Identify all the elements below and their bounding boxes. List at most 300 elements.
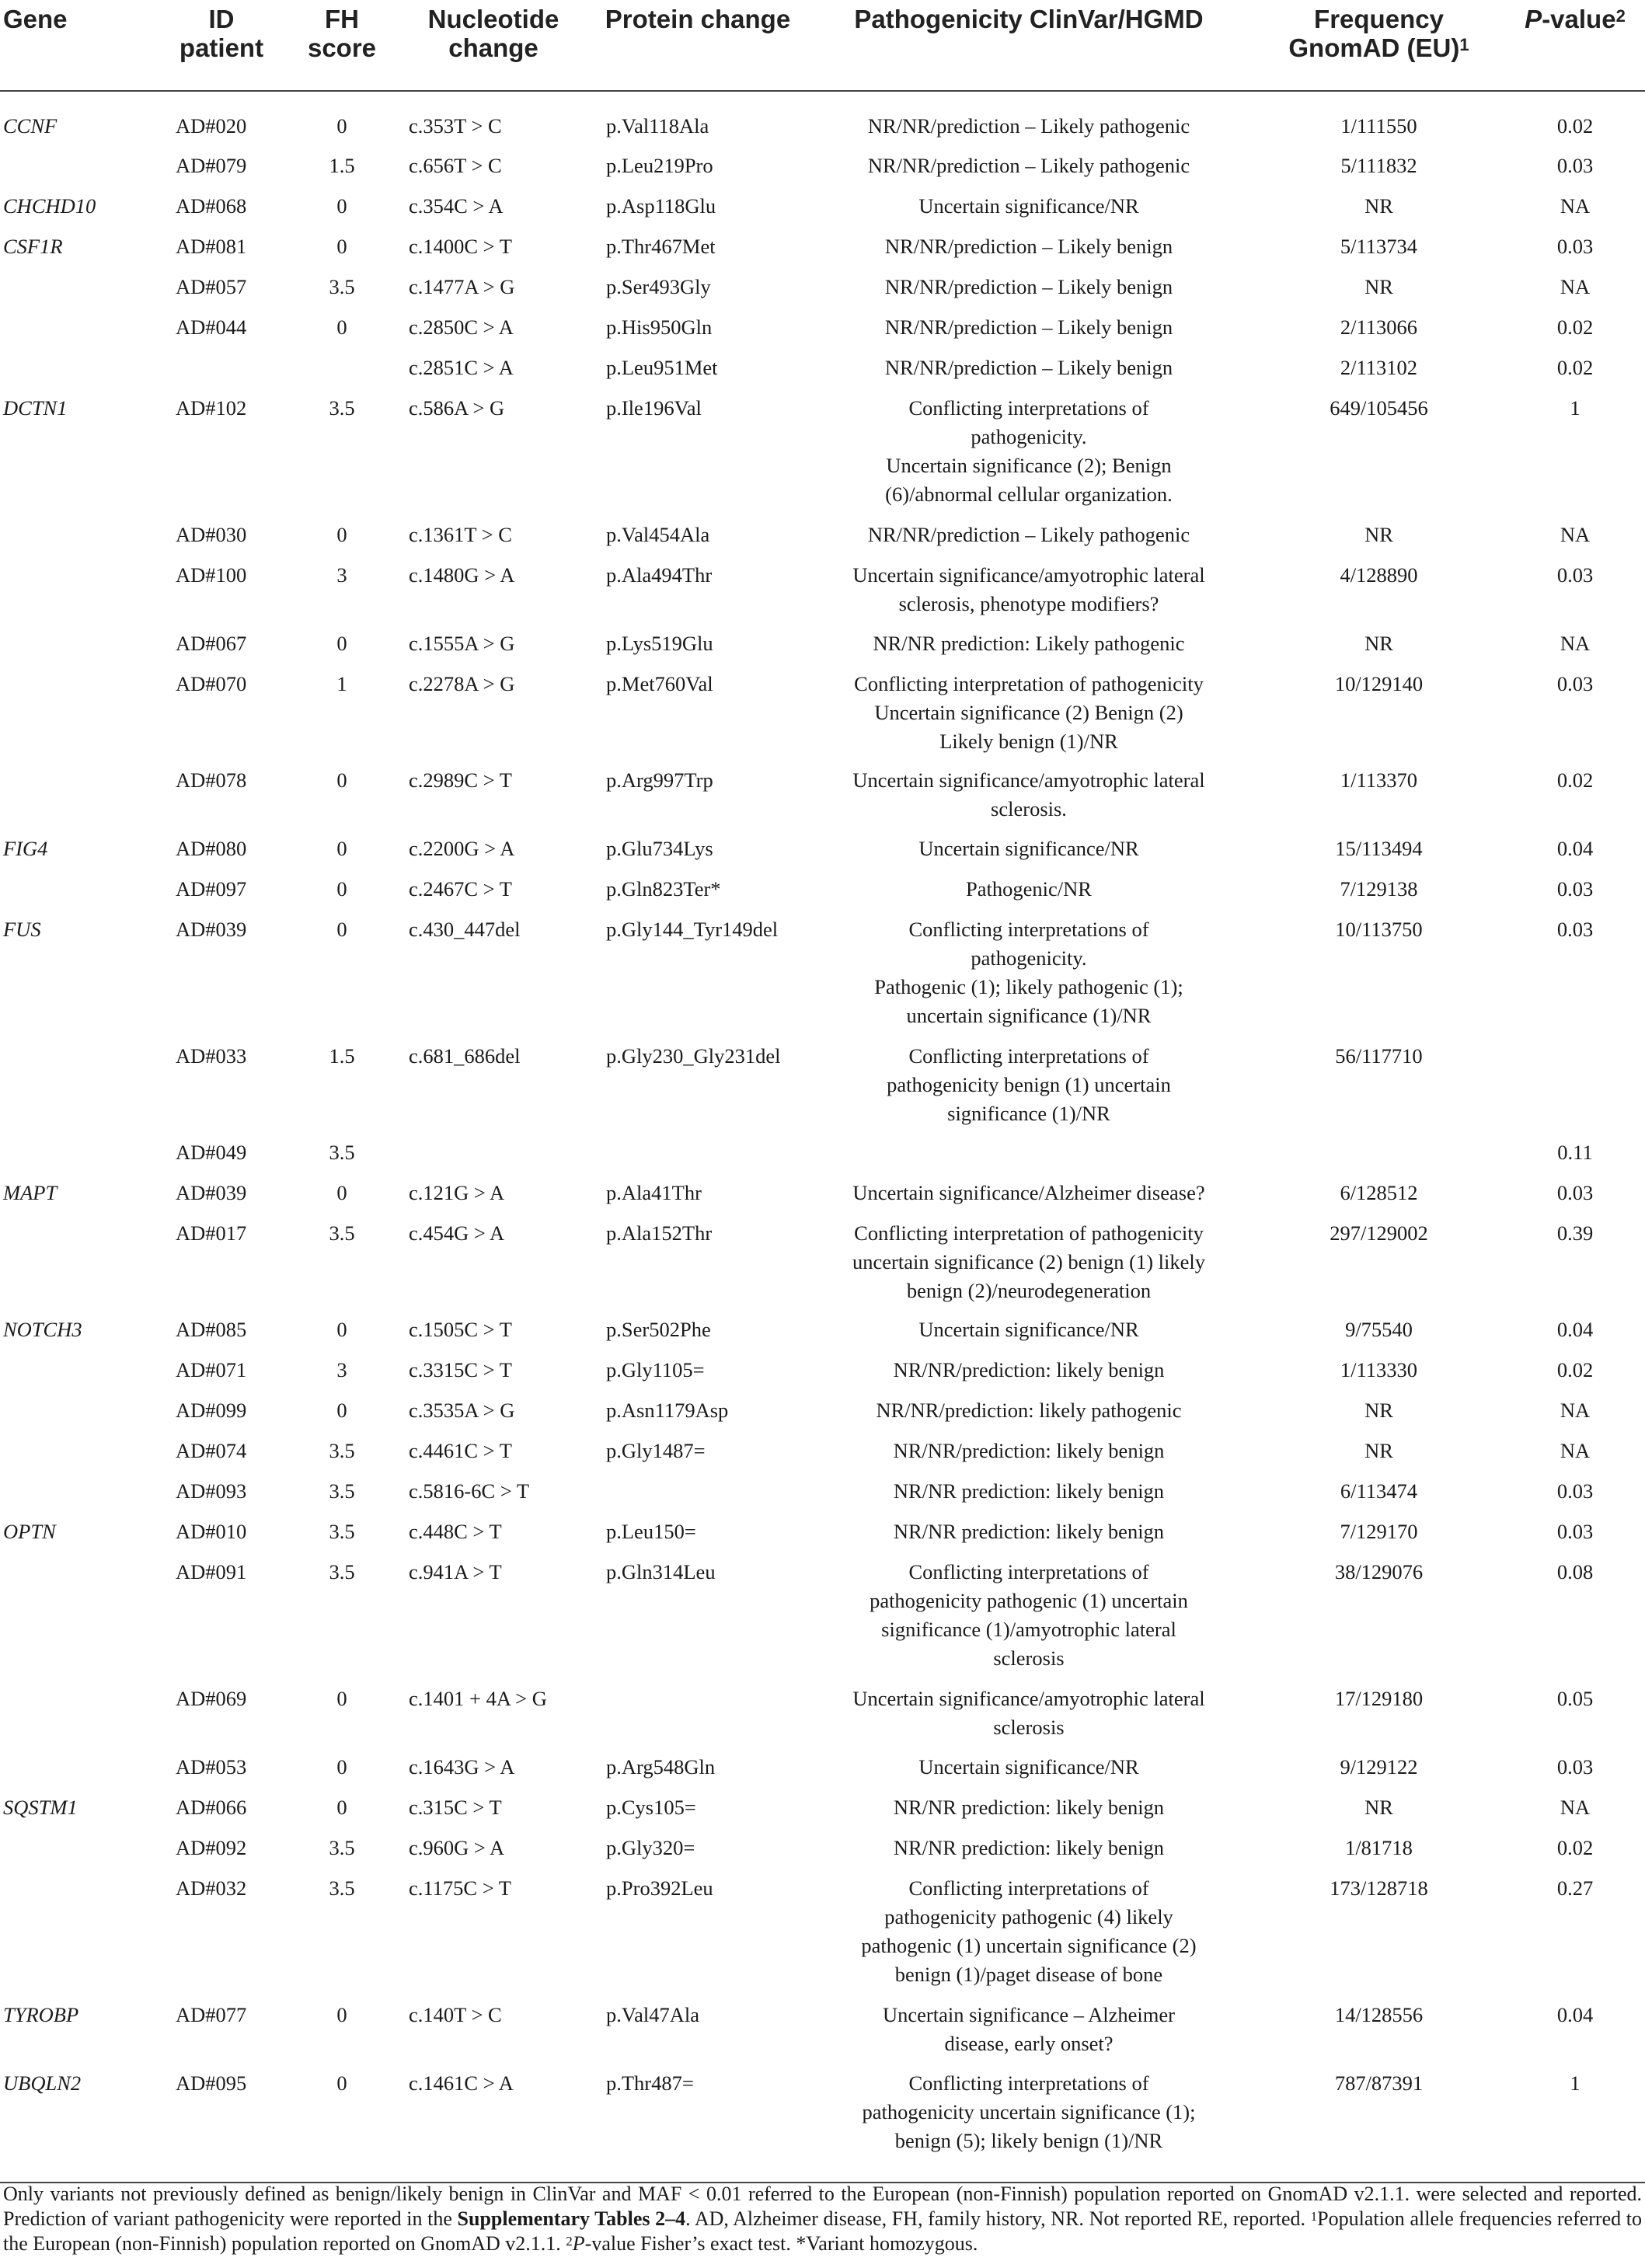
nucleotide-change-cell: c.1400C > T (409, 235, 512, 258)
p-value-cell: 1 (1505, 2069, 1645, 2183)
gene-cell (0, 1834, 155, 1874)
nucleotide-change-cell: c.586A > G (409, 396, 505, 420)
pathogenicity-cell (805, 1874, 1253, 2001)
pathogenicity-line: NR/NR/prediction – Likely pathogenic (867, 114, 1190, 138)
pathogenicity-line: Conflicting interpretations of (908, 2071, 1149, 2095)
pathogenicity-line: Uncertain significance/amyotrophic lateral (852, 563, 1205, 587)
table-row (0, 1793, 1645, 1834)
frequency-cell: 14/128556 (1334, 2003, 1424, 2026)
p-value-cell: 1 (1570, 396, 1581, 420)
pathogenicity-line: benign (1)/paget disease of bone (894, 1963, 1163, 1986)
nucleotide-change-cell: c.1643G > A (409, 1755, 515, 1779)
protein-change-cell (591, 1138, 805, 1179)
gene-cell: FUS (3, 918, 41, 941)
pathogenicity-line: significance (1)/NR (947, 1102, 1110, 1125)
nucleotide-change-cell: c.941A > T (409, 1560, 502, 1583)
patient-id-cell: AD#081 (176, 235, 247, 258)
protein-change-cell: p.Arg997Trp (606, 768, 713, 792)
gene-cell: FIG4 (3, 837, 48, 860)
p-value-cell: 0.11 (1557, 1141, 1593, 1164)
pathogenicity-cell (805, 232, 1253, 273)
gene-cell (0, 1219, 155, 1315)
frequency-cell: NR (1364, 523, 1393, 546)
protein-change-cell: p.Asn1179Asp (606, 1399, 729, 1422)
pathogenicity-line: NR/NR/prediction: likely pathogenic (876, 1399, 1182, 1422)
patient-id-cell: AD#039 (176, 1181, 247, 1204)
table-row (0, 1315, 1645, 1356)
nucleotide-change-cell: c.448C > T (409, 1520, 502, 1543)
p-value-cell: NA (1560, 275, 1591, 298)
p-value-cell: 0.02 (1556, 768, 1594, 792)
fh-score-cell: 3.5 (329, 1141, 355, 1164)
pathogenicity-cell (805, 766, 1253, 834)
patient-id-cell: AD#078 (176, 768, 247, 792)
gene-cell (0, 561, 155, 629)
protein-change-cell: p.Leu951Met (606, 356, 718, 379)
gene-cell (0, 1437, 155, 1477)
fh-score-cell: 0 (336, 523, 347, 546)
frequency-cell: 649/105456 (1330, 396, 1428, 420)
frequency-cell: 1/111550 (1340, 114, 1417, 138)
pathogenicity-line: NR/NR/prediction: likely benign (893, 1439, 1165, 1462)
pathogenicity-line: Conflicting interpretations of (908, 1560, 1149, 1583)
nucleotide-change-cell: c.2278A > G (409, 672, 515, 695)
pathogenicity-cell (805, 875, 1253, 915)
header-id-patient: ID patient (155, 0, 288, 91)
header-protein-change: Protein change (591, 0, 805, 91)
patient-id-cell: AD#097 (176, 877, 247, 901)
nucleotide-change-cell: c.1477A > G (409, 275, 515, 298)
gene-cell: CCNF (3, 114, 58, 138)
nucleotide-change-cell: c.430_447del (409, 918, 521, 941)
pathogenicity-cell (805, 1753, 1253, 1793)
patient-id-cell: AD#085 (176, 1318, 247, 1341)
protein-change-cell: p.Gln314Leu (606, 1560, 716, 1583)
p-value-cell: 0.02 (1556, 114, 1594, 138)
patient-id-cell: AD#079 (176, 154, 247, 177)
nucleotide-change-cell: c.2989C > T (409, 768, 512, 792)
protein-change-cell: p.Pro392Leu (606, 1876, 713, 1900)
frequency-cell: NR (1364, 194, 1393, 218)
patient-id-cell: AD#049 (176, 1141, 247, 1164)
table-row (0, 875, 1645, 915)
fh-score-cell: 0 (336, 1399, 347, 1422)
fh-score-cell: 3.5 (329, 1876, 355, 1900)
protein-change-cell: p.Gly1487= (606, 1439, 706, 1462)
fh-score-cell: 1 (336, 672, 347, 695)
pathogenicity-line: uncertain significance (2) benign (1) likely (852, 1250, 1205, 1273)
table-row (0, 1753, 1645, 1793)
nucleotide-change-cell: c.2850C > A (409, 315, 514, 339)
fh-score-cell: 3 (336, 563, 347, 587)
pathogenicity-line: NR/NR/prediction – Likely pathogenic (867, 523, 1190, 546)
fh-score-cell: 3 (336, 1358, 347, 1381)
nucleotide-change-cell: c.1555A > G (409, 632, 515, 655)
table-row (0, 670, 1645, 766)
pathogenicity-line: Uncertain significance (2); Benign (886, 454, 1172, 477)
pathogenicity-line: Uncertain significance/NR (918, 837, 1139, 860)
frequency-cell: 173/128718 (1330, 1876, 1428, 1900)
fh-score-cell: 0 (336, 1318, 347, 1341)
protein-change-cell: p.Glu734Lys (606, 837, 713, 860)
table-row (0, 834, 1645, 875)
pathogenicity-line: pathogenicity pathogenic (1) uncertain (870, 1589, 1188, 1612)
fh-score-cell: 3.5 (329, 1479, 355, 1503)
protein-change-cell: p.Arg548Gln (606, 1755, 716, 1779)
pathogenicity-line: significance (1)/amyotrophic lateral (881, 1618, 1176, 1641)
table-row (0, 1517, 1645, 1558)
pathogenicity-cell (805, 313, 1253, 354)
p-value-cell: 0.05 (1556, 1687, 1594, 1710)
fh-score-cell: 0 (336, 837, 347, 860)
table-row (0, 1684, 1645, 1753)
protein-change-cell: p.Asp118Glu (606, 194, 716, 218)
p-value-cell: 0.04 (1556, 837, 1594, 860)
gene-cell: MAPT (3, 1181, 58, 1204)
p-value-cell: 0.02 (1556, 356, 1594, 379)
protein-change-cell: p.Ala494Thr (606, 563, 713, 587)
table-row (0, 1834, 1645, 1874)
patient-id-cell: AD#099 (176, 1399, 247, 1422)
gene-cell (0, 1356, 155, 1396)
pathogenicity-line: sclerosis (993, 1646, 1065, 1670)
frequency-cell: 6/113474 (1340, 1479, 1418, 1503)
pathogenicity-line: NR/NR prediction: likely benign (893, 1520, 1165, 1543)
patient-id-cell: AD#093 (176, 1479, 247, 1503)
table-row (0, 192, 1645, 232)
nucleotide-change-cell: c.1361T > C (409, 523, 512, 546)
header-gene: Gene (0, 0, 155, 91)
pathogenicity-line: benign (5); likely benign (1)/NR (894, 2129, 1163, 2152)
p-value-cell: NA (1560, 523, 1591, 546)
protein-change-cell: p.Ser493Gly (606, 275, 711, 298)
nucleotide-change-cell: c.1401 + 4A > G (409, 1687, 547, 1710)
gene-cell (0, 1558, 155, 1684)
table-row (0, 766, 1645, 834)
pathogenicity-line: NR/NR/prediction – Likely benign (884, 315, 1173, 339)
table-row (0, 1558, 1645, 1684)
p-value-cell: 0.08 (1556, 1560, 1594, 1583)
patient-id-cell: AD#010 (176, 1520, 247, 1543)
patient-id-cell: AD#074 (176, 1439, 247, 1462)
protein-change-cell: p.Gly144_Tyr149del (606, 918, 779, 941)
frequency-cell: 5/111832 (1340, 154, 1417, 177)
protein-change-cell: p.Ile196Val (606, 396, 702, 420)
frequency-cell: 5/113734 (1340, 235, 1418, 258)
pathogenicity-line: NR/NR prediction: likely benign (893, 1796, 1165, 1819)
p-value-cell: NA (1560, 1399, 1591, 1422)
pathogenicity-cell (805, 1437, 1253, 1477)
pathogenicity-cell (805, 1684, 1253, 1753)
p-value-cell: NA (1560, 632, 1591, 655)
pathogenicity-line: disease, early onset? (944, 2032, 1114, 2055)
pathogenicity-line: benign (2)/neurodegeneration (906, 1279, 1152, 1302)
p-value-cell: 0.03 (1556, 154, 1594, 177)
gene-cell: CSF1R (3, 235, 63, 258)
protein-change-cell: p.Leu219Pro (606, 154, 713, 177)
pathogenicity-cell (805, 1315, 1253, 1356)
gene-cell: TYROBP (3, 2003, 79, 2026)
gene-cell (0, 1138, 155, 1179)
pathogenicity-cell (805, 152, 1253, 192)
nucleotide-change-cell: c.681_686del (409, 1044, 521, 1068)
header-nucleotide-change: Nucleotide change (396, 0, 591, 91)
pathogenicity-line: pathogenicity uncertain significance (1); (862, 2100, 1196, 2123)
pathogenicity-line: Conflicting interpretations of (908, 1044, 1149, 1068)
table-row (0, 1138, 1645, 1179)
gene-cell (0, 313, 155, 354)
frequency-cell: 56/117710 (1335, 1044, 1423, 1068)
pathogenicity-cell (805, 1793, 1253, 1834)
patient-id-cell: AD#077 (176, 2003, 247, 2026)
frequency-cell: 38/129076 (1334, 1560, 1424, 1583)
pathogenicity-cell (805, 1356, 1253, 1396)
p-value-cell: 0.02 (1556, 1358, 1594, 1381)
gene-cell (0, 152, 155, 192)
patient-id-cell: AD#033 (176, 1044, 247, 1068)
nucleotide-change-cell: c.2200G > A (409, 837, 515, 860)
gene-cell (0, 1396, 155, 1437)
gene-cell: UBQLN2 (0, 2069, 155, 2183)
table-row (0, 354, 1645, 394)
fh-score-cell: 3.5 (329, 1439, 355, 1462)
gene-cell (0, 1874, 155, 2001)
pathogenicity-line: Uncertain significance/NR (918, 194, 1139, 218)
pathogenicity-cell (805, 1138, 1253, 1179)
fh-score-cell: 0 (336, 2003, 347, 2026)
table-row (0, 273, 1645, 313)
fh-score-cell: 3.5 (329, 396, 355, 420)
pathogenicity-line: Uncertain significance/amyotrophic lateral (852, 768, 1205, 792)
pathogenicity-line: Uncertain significance – Alzheimer (883, 2003, 1175, 2026)
pathogenicity-line: Pathogenic (1); likely pathogenic (1); (874, 975, 1183, 998)
p-value-cell: NA (1560, 1439, 1591, 1462)
pathogenicity-cell (805, 2069, 1253, 2183)
pathogenicity-line: sclerosis, phenotype modifiers? (898, 592, 1159, 615)
table-row (0, 1874, 1645, 2001)
gene-cell (0, 766, 155, 834)
table-row (0, 152, 1645, 192)
nucleotide-change-cell: c.315C > T (409, 1796, 502, 1819)
frequency-cell: 1/113330 (1340, 1358, 1418, 1381)
pathogenicity-line: Uncertain significance/NR (918, 1318, 1139, 1341)
gene-cell (0, 1477, 155, 1517)
gene-cell (0, 521, 155, 561)
patient-id-cell: AD#069 (176, 1687, 247, 1710)
header-fh-score: FH score (288, 0, 396, 91)
table-row (0, 394, 1645, 521)
frequency-cell: NR (1364, 632, 1393, 655)
fh-score-cell: 0 (336, 1755, 347, 1779)
frequency-cell: NR (1364, 1439, 1393, 1462)
gene-cell: NOTCH3 (3, 1318, 82, 1341)
patient-id-cell: AD#017 (176, 1221, 247, 1245)
protein-change-cell: p.Leu150= (606, 1520, 696, 1543)
table-row (0, 629, 1645, 670)
pathogenicity-cell (805, 915, 1253, 1042)
patient-id-cell: AD#092 (176, 1836, 247, 1859)
fh-score-cell: 0 (336, 1181, 347, 1204)
pathogenicity-line: sclerosis. (991, 797, 1067, 820)
protein-change-cell: p.His950Gln (606, 315, 713, 339)
nucleotide-change-cell: c.454G > A (409, 1221, 505, 1245)
table-row (0, 915, 1645, 1042)
frequency-cell: NR (1364, 1399, 1393, 1422)
p-value-cell: 0.03 (1556, 918, 1594, 941)
protein-change-cell: p.Val118Ala (606, 114, 709, 138)
patient-id-cell: AD#071 (176, 1358, 247, 1381)
pathogenicity-cell (805, 1558, 1253, 1684)
pathogenicity-line: pathogenicity pathogenic (4) likely (884, 1905, 1173, 1928)
fh-score-cell: 0 (336, 235, 347, 258)
pathogenicity-cell (805, 394, 1253, 521)
patient-id-cell: AD#080 (176, 837, 247, 860)
protein-change-cell: p.Ser502Phe (606, 1318, 711, 1341)
protein-change-cell: p.Ala152Thr (606, 1221, 713, 1245)
frequency-cell (1253, 1138, 1505, 1179)
protein-change-cell: p.Val47Ala (606, 2003, 699, 2026)
gene-cell (0, 354, 155, 394)
p-value-cell (1505, 1042, 1645, 1138)
nucleotide-change-cell: c.1480G > A (409, 563, 515, 587)
fh-score-cell: 3.5 (329, 1836, 355, 1859)
pathogenicity-line: NR/NR/prediction: likely benign (893, 1358, 1165, 1381)
pathogenicity-line: NR/NR prediction: likely benign (893, 1479, 1165, 1503)
fh-score-cell: 1.5 (329, 154, 355, 177)
table-row (0, 91, 1645, 152)
protein-change-cell: p.Met760Val (606, 672, 713, 695)
fh-score-cell: 0 (336, 1796, 347, 1819)
protein-change-cell: p.Lys519Glu (606, 632, 713, 655)
pathogenicity-line: Uncertain significance/NR (918, 1755, 1139, 1779)
pathogenicity-line: pathogenicity. (971, 946, 1087, 970)
frequency-cell: 10/129140 (1334, 672, 1424, 695)
pathogenicity-line: NR/NR/prediction – Likely benign (884, 275, 1173, 298)
pathogenicity-line: sclerosis (993, 1716, 1065, 1739)
nucleotide-change-cell: c.960G > A (409, 1836, 505, 1859)
p-value-cell: 0.02 (1556, 1836, 1594, 1859)
nucleotide-change-cell: c.2851C > A (409, 356, 514, 379)
pathogenicity-line: Pathogenic/NR (966, 877, 1092, 901)
fh-score-cell: 1.5 (329, 1044, 355, 1068)
protein-change-cell: p.Gly1105= (606, 1358, 705, 1381)
frequency-cell: 1/113370 (1340, 768, 1418, 792)
nucleotide-change-cell: c.656T > C (409, 154, 502, 177)
gene-cell: OPTN (3, 1520, 56, 1543)
pathogenicity-line: pathogenicity benign (1) uncertain (887, 1073, 1171, 1096)
pathogenicity-cell (805, 1517, 1253, 1558)
patient-id-cell (155, 354, 288, 394)
table-row (0, 232, 1645, 273)
patient-id-cell: AD#102 (176, 396, 247, 420)
fh-score-cell: 0 (336, 114, 347, 138)
pathogenicity-line: Uncertain significance/amyotrophic lateral (852, 1687, 1205, 1710)
protein-change-cell: p.Gly230_Gly231del (606, 1044, 781, 1068)
patient-id-cell: AD#020 (176, 114, 247, 138)
p-value-cell: 0.03 (1556, 672, 1594, 695)
nucleotide-change-cell: c.1461C > A (396, 2069, 591, 2183)
pathogenicity-line: Conflicting interpretation of pathogenicity (854, 672, 1204, 695)
gene-cell (0, 629, 155, 670)
patient-id-cell: AD#044 (176, 315, 247, 339)
pathogenicity-line: Conflicting interpretations of (908, 918, 1149, 941)
protein-change-cell (591, 1684, 805, 1753)
protein-change-cell: p.Thr487= (591, 2069, 805, 2183)
fh-score-cell (288, 354, 396, 394)
fh-score-cell: 0 (288, 2069, 396, 2183)
pathogenicity-cell (805, 561, 1253, 629)
fh-score-cell: 0 (336, 768, 347, 792)
fh-score-cell: 3.5 (329, 1520, 355, 1543)
gene-cell (0, 273, 155, 313)
table-body (0, 91, 1645, 2183)
table-row (0, 1477, 1645, 1517)
header-pathogenicity: Pathogenicity ClinVar/HGMD (805, 0, 1253, 91)
nucleotide-change-cell: c.2467C > T (409, 877, 512, 901)
table-footnotes: Only variants not previously defined as benign/likely benign in ClinVar and MAF < 0.01 referred to the European (non-Finnish) population reported on GnomAD v2.1.1. were selected and reported. Prediction of variant pathogenicity were reported in the Supplementary Tables 2–4. AD, Alzheimer disease, FH, family history, NR. Not reported RE, reported. $^1$Population allele frequencies referred to the European (non-Finnish) population reported on GnomAD v2.1.1. $^2$P-value Fisher’s exact test. *Variant homozygous. (3, 2183, 1642, 2255)
frequency-cell: 9/129122 (1340, 1755, 1418, 1779)
nucleotide-change-cell: c.3315C > T (409, 1358, 512, 1381)
frequency-cell: 17/129180 (1334, 1687, 1424, 1710)
frequency-cell: 6/128512 (1340, 1181, 1418, 1204)
pathogenicity-cell (805, 1042, 1253, 1138)
pathogenicity-cell (805, 629, 1253, 670)
gene-cell: CHCHD10 (3, 194, 96, 218)
frequency-cell: 15/113494 (1335, 837, 1423, 860)
table-row (0, 2001, 1645, 2069)
patient-id-cell: AD#091 (176, 1560, 247, 1583)
table-row (0, 561, 1645, 629)
gene-cell (0, 1753, 155, 1793)
patient-id-cell: AD#039 (176, 918, 247, 941)
pathogenicity-cell (805, 670, 1253, 766)
p-value-cell: 0.03 (1556, 1479, 1594, 1503)
p-value-cell: 0.03 (1556, 235, 1594, 258)
table-row (0, 2069, 1645, 2183)
gene-cell: DCTN1 (3, 396, 68, 420)
patient-id-cell: AD#053 (176, 1755, 247, 1779)
patient-id-cell: AD#095 (155, 2069, 288, 2183)
table-row (0, 1396, 1645, 1437)
pathogenicity-line: pathogenicity. (971, 425, 1087, 448)
table-row (0, 313, 1645, 354)
table-row (0, 1437, 1645, 1477)
pathogenicity-cell (805, 273, 1253, 313)
patient-id-cell: AD#066 (176, 1796, 247, 1819)
pathogenicity-cell (805, 1396, 1253, 1437)
p-value-cell: NA (1560, 1796, 1591, 1819)
nucleotide-change-cell (396, 1138, 591, 1179)
protein-change-cell: p.Thr467Met (606, 235, 716, 258)
header-p-value: P-value$^2$ (1505, 0, 1645, 91)
pathogenicity-cell (805, 1834, 1253, 1874)
table-row (0, 1179, 1645, 1219)
patient-id-cell: AD#057 (176, 275, 247, 298)
pathogenicity-line: Conflicting interpretations of (908, 396, 1149, 420)
nucleotide-change-cell: c.140T > C (409, 2003, 502, 2026)
nucleotide-change-cell: c.121G > A (409, 1181, 505, 1204)
nucleotide-change-cell: c.5816-6C > T (409, 1479, 530, 1503)
p-value-cell: 0.04 (1556, 2003, 1594, 2026)
nucleotide-change-cell: c.354C > A (409, 194, 504, 218)
fh-score-cell: 3.5 (329, 1221, 355, 1245)
p-value-cell: 0.03 (1556, 563, 1594, 587)
pathogenicity-line: pathogenic (1) uncertain significance (2) (861, 1934, 1197, 1957)
header-frequency: Frequency GnomAD (EU)$^1$ (1253, 0, 1505, 91)
fh-score-cell: 0 (336, 315, 347, 339)
pathogenicity-line: Conflicting interpretation of pathogenicity (854, 1221, 1204, 1245)
patient-id-cell: AD#100 (176, 563, 247, 587)
